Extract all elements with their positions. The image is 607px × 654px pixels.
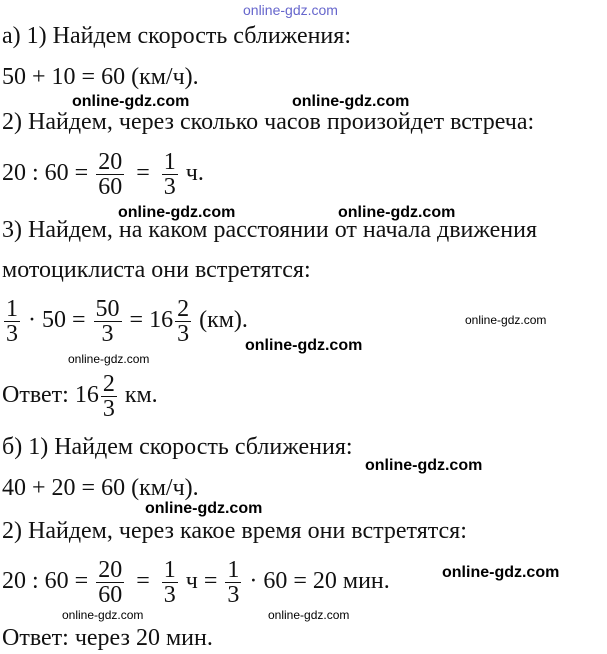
fraction: $\frac{1}{3}$ xyxy=(163,557,176,608)
watermark: online-gdz.com xyxy=(68,352,150,366)
fraction: $\frac{1}{3}$ xyxy=(6,296,18,347)
watermark: online-gdz.com xyxy=(245,337,363,354)
eq-text: · 50 = xyxy=(28,307,86,334)
fraction: $\frac{2}{3}$ xyxy=(177,296,190,347)
watermark: online-gdz.com xyxy=(72,93,190,110)
eq-text: 20 : 60 = xyxy=(2,160,89,187)
fraction: $\frac{50}{3}$ xyxy=(95,296,120,347)
watermark: online-gdz.com xyxy=(442,564,560,581)
watermark: online-gdz.com xyxy=(268,608,350,622)
part-b-step1: б) 1) Найдем скорость сближения: xyxy=(2,434,353,460)
eq-text: · 60 = 20 мин. xyxy=(249,568,390,595)
watermark-top: online-gdz.com xyxy=(243,2,338,18)
answer-text: Ответ: 16 xyxy=(2,382,99,409)
eq-text: 20 : 60 = xyxy=(2,568,89,595)
watermark: online-gdz.com xyxy=(118,204,236,221)
part-a-eq1: 50 + 10 = 60 (км/ч). xyxy=(2,64,199,90)
fraction: $\frac{20}{60}$ xyxy=(98,149,123,200)
answer-unit: км. xyxy=(124,382,158,409)
part-b-eq2: 20 : 60 = $\frac{20}{60}$ = $\frac{1}{3}$ ч = $\frac{1}{3}$ · 60 = 20 мин. xyxy=(2,557,390,608)
watermark: online-gdz.com xyxy=(145,500,263,517)
fraction: $\frac{2}{3}$ xyxy=(102,371,115,422)
watermark: online-gdz.com xyxy=(465,313,547,327)
part-a-step3-line2: мотоциклиста они встретятся: xyxy=(2,257,311,283)
fraction: $\frac{1}{3}$ xyxy=(163,149,176,200)
eq-unit: (км). xyxy=(199,307,248,334)
eq-text: = 16 xyxy=(129,307,174,334)
part-a-step3-line1: 3) Найдем, на каком расстоянии от начала движения xyxy=(2,217,538,243)
eq-text: ч = xyxy=(185,568,218,595)
watermark: online-gdz.com xyxy=(62,608,144,622)
part-b-eq1: 40 + 20 = 60 (км/ч). xyxy=(2,475,199,501)
fraction: $\frac{1}{3}$ xyxy=(227,557,240,608)
eq-unit: ч. xyxy=(185,160,204,187)
watermark: online-gdz.com xyxy=(365,457,483,474)
part-a-eq3 xyxy=(2,297,248,346)
watermark: online-gdz.com xyxy=(292,93,410,110)
part-b-answer: Ответ: через 20 мин. xyxy=(2,625,213,651)
part-a-step1: а) 1) Найдем скорость сближения: xyxy=(2,23,351,49)
part-a-eq2: 20 : 60 = $\frac{20}{60}$ = $\frac{1}{3}$ ч. xyxy=(2,149,204,200)
part-b-step2: 2) Найдем, через какое время они встретятся: xyxy=(2,518,467,544)
part-a-step2: 2) Найдем, через сколько часов произойдет встреча: xyxy=(2,109,535,135)
fraction: $\frac{20}{60}$ xyxy=(98,557,123,608)
watermark: online-gdz.com xyxy=(338,204,456,221)
part-a-answer xyxy=(2,372,158,421)
